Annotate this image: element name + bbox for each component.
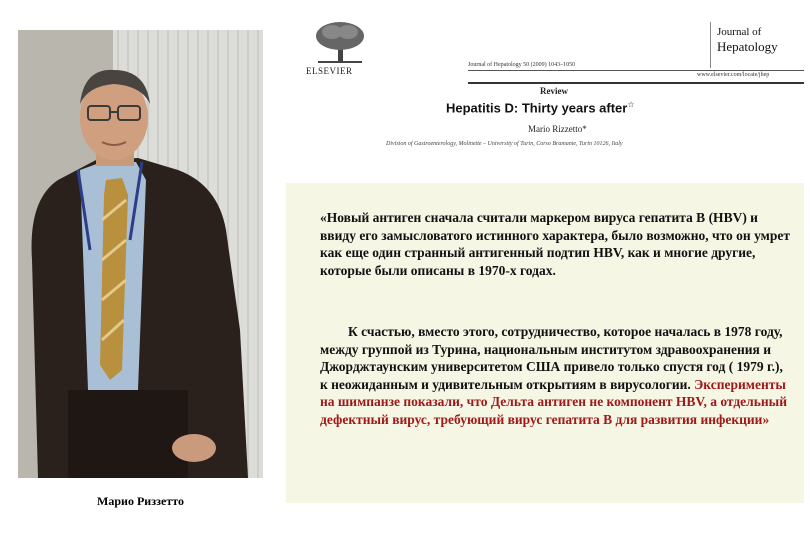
journal-name-line2: Hepatology [717, 39, 778, 54]
header-rule-thick [468, 82, 804, 84]
photo-caption: Марио Риззетто [97, 494, 184, 508]
portrait-photo [18, 30, 263, 478]
quote-paragraph-2-text: К счастью, вместо этого, сотрудничество, которое началась в 1978 году, между группой из Турина, национальным институтом здравоохранения и Джорджтаунским университетом США привело только спустя год ( 1979 г.), к неожиданным и удивительным открытиям в вирусологии. [320, 324, 783, 392]
publisher-name: ELSEVIER [306, 66, 353, 76]
journal-url: www.elsevier.com/locate/jhep [697, 72, 770, 78]
article-title-text: Hepatitis D: Thirty years after [446, 100, 628, 116]
journal-article-header [300, 18, 805, 158]
journal-name-line1: Journal of [717, 26, 762, 38]
journal-logo [710, 22, 803, 68]
quote-highlight-text: Эксперименты на шимпанзе показали, что Дельта антиген не компонент HBV, а отдельный дефектный вирус, требующий вирус гепатита В для развития инфекции» [320, 376, 787, 427]
author-affiliation: Division of Gastroenterology, Molinette – University of Turin, Corso Bramante, Turin 10126, Italy [386, 141, 623, 147]
quote-paragraph-2 [320, 323, 792, 428]
elsevier-tree-logo [312, 20, 368, 64]
title-footnote-mark: ☆ [627, 100, 635, 109]
quote-box [286, 183, 804, 503]
portrait-illustration [18, 30, 263, 478]
article-title [446, 100, 635, 115]
section-label: Review [540, 86, 568, 96]
quote-paragraph-1: «Новый антиген сначала считали маркером вируса гепатита В (HBV) и ввиду его замысловатого истинного характера, было возможно, что он умрет как еще один странный антигенный подтип HBV, как и многие другие, которые были описаны в 1970-х годах. [320, 210, 790, 278]
article-author: Mario Rizzetto* [528, 124, 587, 134]
journal-citation: Journal of Hepatology 50 (2009) 1043–1050 [468, 62, 576, 68]
header-rule-thin [468, 70, 804, 71]
